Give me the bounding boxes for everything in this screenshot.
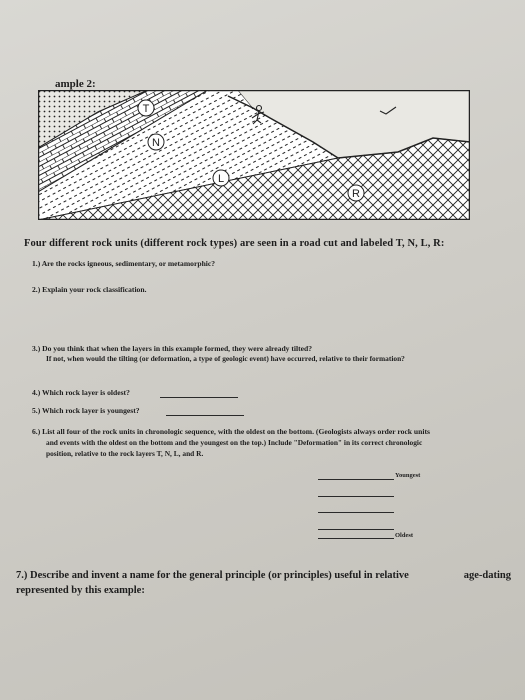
answer-line-oldest[interactable] bbox=[160, 397, 238, 398]
sequence-line-1[interactable] bbox=[318, 479, 394, 480]
question-3-line-1: 3.) Do you think that when the layers in this example formed, they were already tilted? bbox=[32, 344, 313, 353]
svg-text:L: L bbox=[217, 173, 225, 185]
sequence-line-4[interactable] bbox=[318, 529, 394, 530]
sequence-line-5[interactable] bbox=[318, 538, 394, 539]
sequence-line-3[interactable] bbox=[318, 512, 394, 513]
question-7 bbox=[16, 568, 511, 598]
question-5: 5.) Which rock layer is youngest? bbox=[32, 406, 140, 415]
question-6-line-2: and events with the oldest on the bottom and the youngest on the top.) Include "Deformation" in its correct chronologic bbox=[46, 438, 423, 447]
label-T bbox=[138, 100, 154, 116]
label-N bbox=[148, 134, 164, 150]
youngest-label: Youngest bbox=[395, 472, 421, 479]
question-6-line-1: 6.) List all four of the rock units in chronologic sequence, with the oldest on the bottom. (Geologists always order rock units bbox=[32, 427, 430, 436]
road-cut-diagram bbox=[38, 90, 470, 220]
svg-text:R: R bbox=[352, 188, 360, 200]
question-1: 1.) Are the rocks igneous, sedimentary, or metamorphic? bbox=[32, 259, 216, 268]
question-7-line-2: represented by this example: bbox=[16, 585, 145, 596]
question-7-line-1: 7.) Describe and invent a name for the general principle (or principles) useful in relative bbox=[16, 570, 409, 581]
label-L bbox=[213, 170, 229, 186]
svg-text:T: T bbox=[142, 103, 150, 115]
question-6-line-3: position, relative to the rock layers T, N, L, and R. bbox=[46, 449, 204, 458]
question-2: 2.) Explain your rock classification. bbox=[32, 285, 147, 294]
question-7-age-dating: age-dating bbox=[463, 570, 511, 581]
question-4: 4.) Which rock layer is oldest? bbox=[32, 388, 130, 397]
example-label: ample 2: bbox=[55, 78, 96, 90]
answer-line-youngest[interactable] bbox=[166, 415, 244, 416]
sequence-line-2[interactable] bbox=[318, 496, 394, 497]
question-3-line-2: If not, when would the tilting (or deformation, a type of geologic event) have occurred, relative to their formation? bbox=[46, 354, 405, 363]
label-R bbox=[348, 185, 364, 201]
svg-text:N: N bbox=[152, 137, 160, 149]
oldest-label: Oldest bbox=[395, 532, 414, 539]
intro-text: Four different rock units (different rock types) are seen in a road cut and labeled T, N, L, R: bbox=[24, 238, 445, 249]
